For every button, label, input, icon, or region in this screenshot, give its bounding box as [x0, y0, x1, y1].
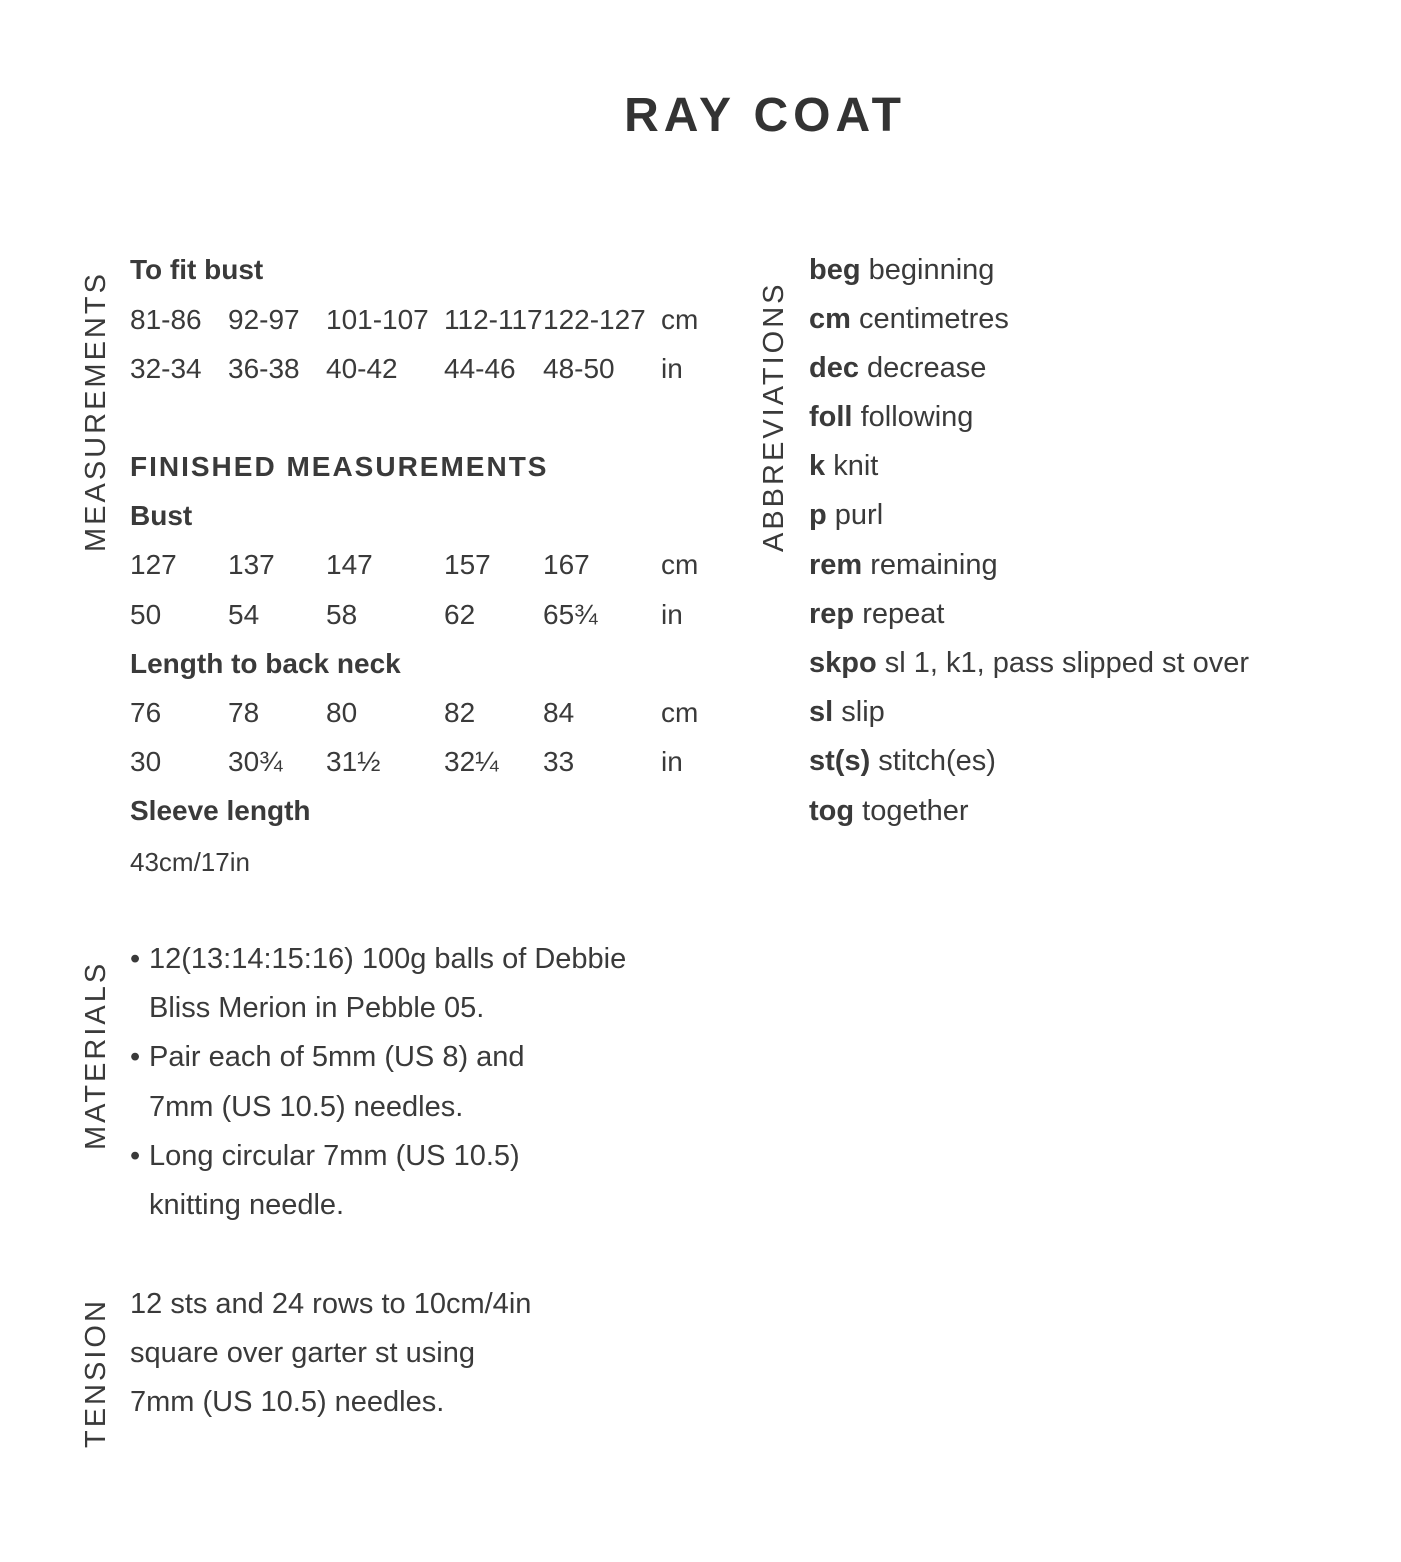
- bullet: •: [130, 1041, 141, 1073]
- bullet: •: [130, 943, 141, 975]
- abbreviation-term: foll: [809, 401, 853, 433]
- materials-line: knitting needle.: [149, 1189, 345, 1221]
- sleeve-label: Sleeve length: [130, 795, 311, 826]
- unit-cell: in: [661, 746, 683, 777]
- abbreviation-term: skpo: [809, 647, 877, 679]
- size-cell: 122-127: [543, 304, 646, 335]
- abbreviation-meaning: remaining: [870, 549, 998, 581]
- finished-heading: FINISHED MEASUREMENTS: [130, 451, 549, 482]
- size-cell: 50: [130, 599, 162, 630]
- abbreviation-term: sl: [809, 696, 834, 728]
- tension-line: square over garter st using: [130, 1337, 475, 1369]
- abbreviation-term: dec: [809, 352, 859, 384]
- size-cell: 81-86: [130, 304, 202, 335]
- size-cell: 30¾: [228, 746, 283, 777]
- unit-cell: cm: [661, 304, 699, 335]
- size-cell: 147: [326, 549, 373, 580]
- size-cell: 62: [444, 599, 476, 630]
- materials-line: 12(13:14:15:16) 100g balls of Debbie: [149, 943, 627, 975]
- size-cell: 33: [543, 746, 575, 777]
- abbreviation-meaning: sl 1, k1, pass slipped st over: [884, 647, 1250, 679]
- abbreviation-meaning: stitch(es): [878, 745, 996, 777]
- unit-cell: in: [661, 353, 683, 384]
- sleeve-value: 43cm/17in: [130, 847, 250, 877]
- length-label: Length to back neck: [130, 648, 401, 679]
- materials-line: Long circular 7mm (US 10.5): [149, 1140, 520, 1172]
- abbreviation-term: beg: [809, 254, 861, 286]
- size-cell: 112-117: [444, 304, 543, 335]
- abbreviation-meaning: together: [862, 795, 969, 827]
- materials-item: [130, 942, 626, 976]
- materials-item: [130, 1040, 525, 1074]
- abbreviation-item: [809, 646, 1249, 680]
- size-cell: 32¼: [444, 746, 499, 777]
- tension-line: 12 sts and 24 rows to 10cm/4in: [130, 1288, 532, 1320]
- abbreviation-term: cm: [809, 303, 851, 335]
- abbreviation-item: [809, 597, 944, 631]
- unit-cell: cm: [661, 697, 699, 728]
- page-title: RAY COAT: [624, 89, 906, 142]
- materials-label: MATERIALS: [80, 960, 112, 1150]
- abbreviation-meaning: following: [860, 401, 974, 433]
- materials-item-cont: [130, 1090, 463, 1124]
- abbreviation-term: rep: [809, 598, 855, 630]
- abbreviation-term: p: [809, 499, 827, 531]
- size-cell: 31½: [326, 746, 381, 777]
- size-cell: 76: [130, 697, 162, 728]
- size-cell: 54: [228, 599, 260, 630]
- bullet: •: [130, 1140, 141, 1172]
- abbreviation-term: tog: [809, 795, 855, 827]
- materials-line: Pair each of 5mm (US 8) and: [149, 1041, 525, 1073]
- size-cell: 65¾: [543, 599, 598, 630]
- abbreviation-term: k: [809, 450, 826, 482]
- abbreviation-meaning: centimetres: [858, 303, 1009, 335]
- size-cell: 167: [543, 549, 590, 580]
- size-cell: 36-38: [228, 353, 300, 384]
- materials-line: 7mm (US 10.5) needles.: [149, 1091, 464, 1123]
- abbreviation-meaning: repeat: [862, 598, 945, 630]
- size-cell: 44-46: [444, 353, 516, 384]
- tension-label: TENSION: [80, 1298, 112, 1448]
- materials-item-cont: [130, 991, 484, 1025]
- abbreviation-item: [809, 744, 996, 778]
- abbreviation-term: st(s): [809, 745, 871, 777]
- size-cell: 48-50: [543, 353, 615, 384]
- size-cell: 58: [326, 599, 358, 630]
- abbreviation-item: [809, 498, 883, 532]
- size-cell: 92-97: [228, 304, 300, 335]
- size-cell: 30: [130, 746, 162, 777]
- abbreviation-item: [809, 794, 969, 828]
- size-cell: 80: [326, 697, 358, 728]
- size-cell: 32-34: [130, 353, 202, 384]
- abbreviation-item: [809, 548, 998, 582]
- materials-item: [130, 1139, 520, 1173]
- abbreviation-item: [809, 351, 986, 385]
- abbreviation-term: rem: [809, 549, 863, 581]
- unit-cell: cm: [661, 549, 699, 580]
- abbreviation-meaning: slip: [841, 696, 885, 728]
- abbreviation-meaning: decrease: [867, 352, 987, 384]
- size-cell: 84: [543, 697, 575, 728]
- measurements-label: MEASUREMENTS: [80, 271, 112, 552]
- size-cell: 82: [444, 697, 476, 728]
- abbreviation-item: [809, 695, 885, 729]
- abbreviation-item: [809, 302, 1009, 336]
- bust-label: Bust: [130, 500, 193, 531]
- size-cell: 127: [130, 549, 177, 580]
- materials-item-cont: [130, 1188, 344, 1222]
- materials-line: Bliss Merion in Pebble 05.: [149, 992, 485, 1024]
- abbreviation-item: [809, 449, 878, 483]
- unit-cell: in: [661, 599, 683, 630]
- size-cell: 40-42: [326, 353, 398, 384]
- size-cell: 78: [228, 697, 260, 728]
- abbreviations-label: ABBREVIATIONS: [758, 281, 790, 552]
- size-cell: 137: [228, 549, 275, 580]
- abbreviation-meaning: knit: [833, 450, 879, 482]
- abbreviation-meaning: beginning: [868, 254, 995, 286]
- size-cell: 157: [444, 549, 491, 580]
- size-cell: 101-107: [326, 304, 429, 335]
- abbreviation-meaning: purl: [834, 499, 884, 531]
- to-fit-heading: To fit bust: [130, 254, 264, 285]
- abbreviation-item: [809, 400, 973, 434]
- abbreviation-item: [809, 253, 994, 287]
- tension-line: 7mm (US 10.5) needles.: [130, 1386, 445, 1418]
